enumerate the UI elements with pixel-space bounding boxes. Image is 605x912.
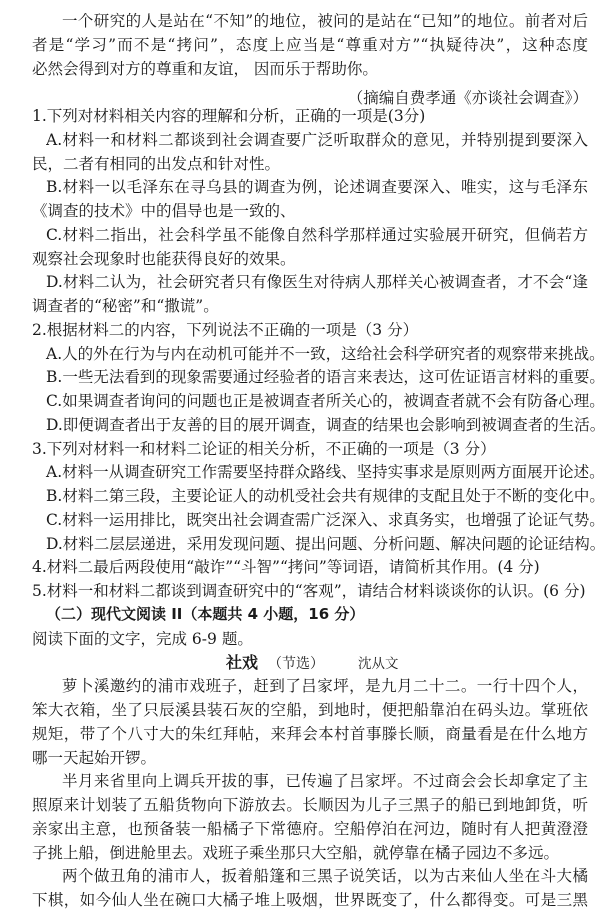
- section-heading: （二）现代文阅读 II（本题共 4 小题，16 分）: [46, 605, 365, 623]
- answer-option: A.材料一从调查研究工作需要坚持群众路线、坚持实事求是原则两方面展开论述。: [46, 463, 605, 481]
- passage-line: 一个研究的人是站在“不知”的地位，被问的是站在“已知”的地位。前者对后: [62, 12, 588, 30]
- answer-option: D.材料二层层递进，采用发现问题、提出问题、分析问题、解决问题的论证结构。: [46, 535, 605, 553]
- story-line: 哪一天起始开锣。: [32, 749, 157, 767]
- story-title: 社戏: [226, 653, 259, 672]
- story-subtitle: （节选）: [268, 656, 325, 672]
- source-citation: （摘编自费孝通《亦谈社会调查》）: [347, 89, 588, 107]
- question-stem: 4.材料二最后两段使用“敲诈”“斗智”“拷问”等词语，请简析其作用。(4 分): [32, 558, 540, 576]
- story-line: 半月来省里向上调兵开拔的事，已传遍了吕家坪。不过商会会长却拿定了主: [62, 772, 588, 790]
- answer-option: B.材料二第三段，主要论证人的动机受社会共有规律的支配且处于不断的变化中。: [46, 487, 605, 505]
- answer-option: A.人的外在行为与内在动机可能并不一致，这给社会科学研究者的观察带来挑战。: [46, 345, 605, 363]
- question-stem: 5.材料一和材料二都谈到调查研究中的“客观”，请结合材料谈谈你的认识。(6 分): [32, 582, 586, 600]
- option-continuation: 调查者的“秘密”和“撒谎”。: [32, 297, 219, 315]
- answer-option: C.材料二指出，社会科学虽不能像自然科学那样通过实验展开研究，但倘若方: [46, 226, 588, 244]
- story-line: 照原来计划装了五船货物向下游放去。长顺因为儿子三黑子的船已到地卸货，听: [32, 796, 588, 814]
- story-line: 子挑上船，倒进舱里去。戏班子乘坐那只大空船，就停靠在橘子园边不多远。: [32, 844, 560, 862]
- story-line: 笨大衣箱，坐了只辰溪县装石灰的空船，到地时，便把船靠泊在码头边。掌班依: [32, 701, 588, 719]
- story-line: 两个做丑角的浦市人，扳着船篷和三黑子说笑话，以为古来仙人坐在斗大橘: [62, 867, 588, 885]
- answer-option: B.一些无法看到的现象需要通过经验者的语言来表达，这可佐证语言材料的重要。: [46, 368, 605, 386]
- passage-line: 者是“学习”而不是“拷问”，态度上应当是“尊重对方”“执疑待决”，这种态度: [32, 36, 588, 54]
- answer-option: D.即便调查者出于友善的目的展开调查，调查的结果也会影响到被调查者的生活。: [46, 416, 605, 434]
- answer-option: C.材料一运用排比，既突出社会调查需广泛深入、求真务实，也增强了论证气势。: [46, 511, 605, 529]
- option-continuation: 民，二者有相同的出发点和针对性。: [32, 155, 281, 173]
- option-continuation: 观察社会现象时也能获得良好的效果。: [32, 250, 296, 268]
- instruction: 阅读下面的文字，完成 6-9 题。: [32, 630, 253, 648]
- answer-option: D.材料二认为，社会研究者只有像医生对待病人那样关心被调查者，才不会“逢: [46, 273, 588, 291]
- story-author: 沈从文: [358, 656, 399, 672]
- option-continuation: 《调查的技术》中的倡导也是一致的、: [32, 202, 296, 220]
- passage-line: 必然会得到对方的尊重和友谊， 因而乐于帮助你。: [32, 60, 378, 78]
- answer-option: B.材料一以毛泽东在寻乌县的调查为例，论述调查要深入、唯实，这与毛泽东: [46, 178, 588, 196]
- question-stem: 3.下列对材料一和材料二论证的相关分析，不正确的一项是（3 分）: [32, 440, 496, 458]
- story-line: 萝卜溪邀约的浦市戏班子，赶到了吕家坪，是九月二十二。一行十四个人，: [62, 677, 588, 695]
- answer-option: C.如果调查者询问的问题也正是被调查者所关心的，被调查者就不会有防备心理。: [46, 392, 605, 410]
- answer-option: A.材料一和材料二都谈到社会调查要广泛听取群众的意见，并特别提到要深入: [46, 131, 588, 149]
- question-stem: 1.下列对材料相关内容的理解和分析，正确的一项是(3分): [32, 107, 426, 125]
- story-line: 下棋，如今仙人坐在碗口大橘子堆上吸烟，世界既变了，什么都得变。可是三黑: [32, 891, 588, 909]
- question-stem: 2.根据材料二的内容，下列说法不正确的一项是（3 分）: [32, 321, 419, 339]
- story-line: 亲家出主意，也预备装一船橘子下常德府。空船停泊在河边，随时有人把黄澄澄: [32, 820, 588, 838]
- story-title-line: [226, 652, 399, 675]
- story-line: 规矩，带了个八寸大的朱红拜帖，来拜会本村首事滕长顺，商量看是在什么地方: [32, 725, 588, 743]
